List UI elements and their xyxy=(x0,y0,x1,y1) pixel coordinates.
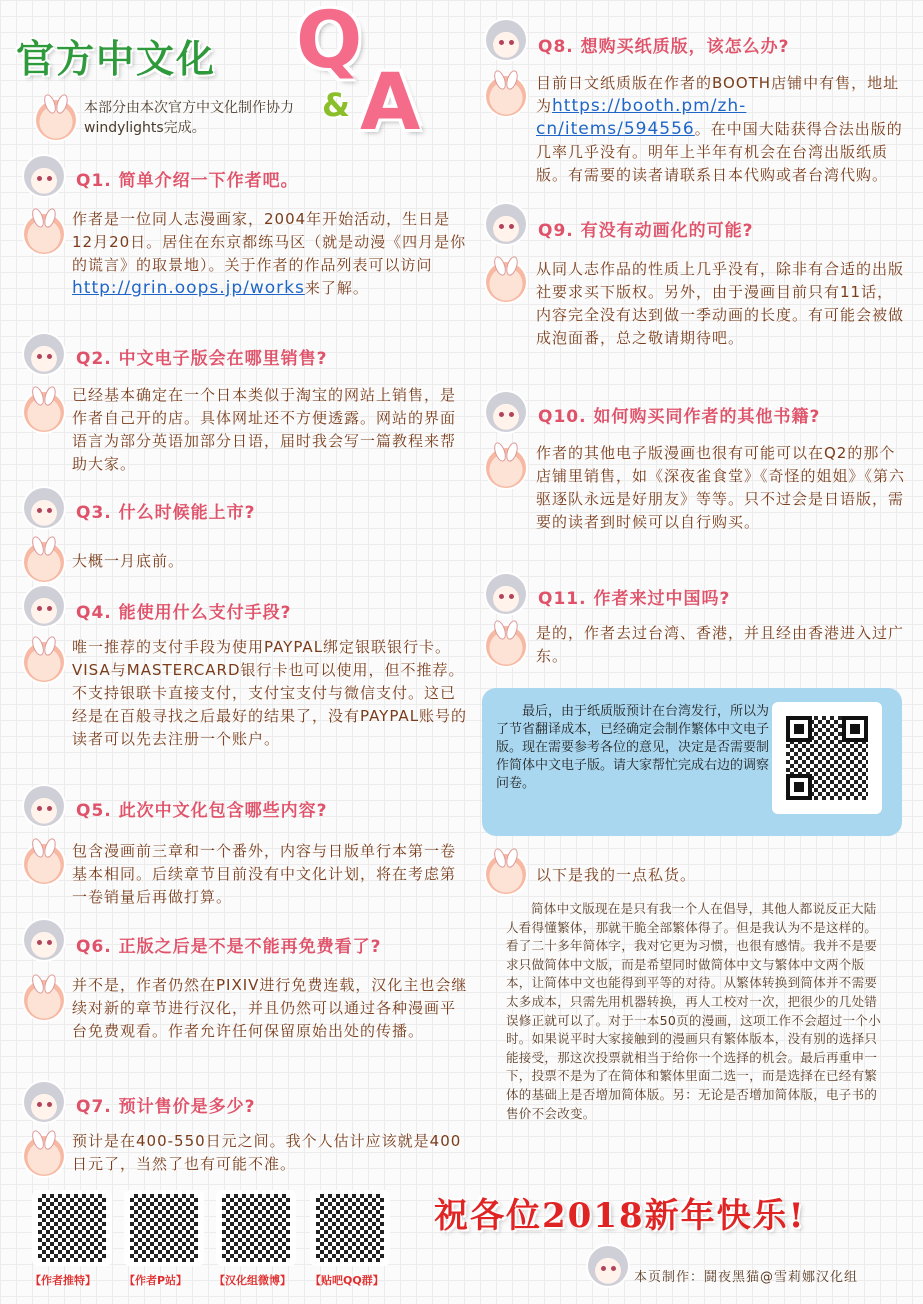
girl-avatar-icon xyxy=(588,1246,628,1286)
qa-logo-a: A xyxy=(360,58,421,148)
answer-8 xyxy=(536,72,908,187)
question-7: Q7. 预计售价是多少? xyxy=(76,1097,256,1117)
answer-9: 从同人志作品的性质上几乎没有，除非有合适的出版社要求买下版权。另外，由于漫画目前只有11话，内容完全没有达到做一季动画的长度。有可能会被做成泡面番，总之敬请期待吧。 xyxy=(536,260,905,347)
question-8: Q8. 想购买纸质版，该怎么办? xyxy=(538,37,790,57)
question-6: Q6. 正版之后是不是不能再免费看了? xyxy=(76,937,382,957)
answer-5: 包含漫画前三章和一个番外，内容与日版单行本第一卷基本相同。后续章节目前没有中文化计划，将在考虑第一卷销量后再做打算。 xyxy=(72,842,457,906)
question-9: Q9. 有没有动画化的可能? xyxy=(538,221,754,241)
question-5: Q5. 此次中文化包含哪些内容? xyxy=(76,801,328,821)
answer-3: 大概一月底前。 xyxy=(72,552,185,570)
girl-avatar-icon xyxy=(24,488,64,528)
rabbit-icon xyxy=(24,1136,64,1176)
rabbit-icon xyxy=(486,626,526,666)
answer-4: 唯一推荐的支付手段为使用PAYPAL绑定银联银行卡。VISA与MASTERCARD银行卡也可以使用，但不推荐。不支持银联卡直接支付，支付宝支付与微信支付。这已经是在百般寻找之后最好的结果了，没有PAYPAL账号的读者可以先去注册一个账户。 xyxy=(72,638,468,748)
qa-logo-ampersand: & xyxy=(322,86,350,124)
question-11: Q11. 作者来过中国吗? xyxy=(538,589,731,609)
answer-8-text: 目前日文纸质版在作者的BOOTH店铺中有售，地址为 xyxy=(536,74,900,115)
girl-avatar-icon xyxy=(486,20,526,60)
girl-avatar-icon xyxy=(24,786,64,826)
question-10: Q10. 如何购买同作者的其他书籍? xyxy=(538,407,821,427)
girl-avatar-icon xyxy=(24,920,64,960)
answer-7: 预计是在400-550日元之间。我个人估计应该就是400日元了，当然了也有可能不准。 xyxy=(72,1132,462,1173)
qr-label-twitter: 【作者推特】 xyxy=(30,1274,96,1287)
rabbit-icon xyxy=(486,448,526,488)
rabbit-icon xyxy=(24,844,64,884)
qr-label-qq: 【贴吧QQ群】 xyxy=(310,1274,384,1287)
qr-finder xyxy=(786,716,812,742)
weibo-qr-code[interactable] xyxy=(222,1194,290,1262)
answer-1-text: 作者是一位同人志漫画家，2004年开始活动，生日是12月20日。居住在东京都练马区（就是动漫《四月是你的谎言》的取景地）。关于作者的作品列表可以访问 xyxy=(72,210,467,274)
answer-10: 作者的其他电子版漫画也很有可能可以在Q2的那个店铺里销售，如《深夜雀食堂》《奇怪的姐姐》《第六驱逐队永远是好朋友》等等。只不过会是日语版，需要的读者到时候可以自行购买。 xyxy=(536,444,906,531)
question-2: Q2. 中文电子版会在哪里销售? xyxy=(76,349,328,369)
question-1: Q1. 简单介绍一下作者吧。 xyxy=(76,171,299,191)
girl-avatar-icon xyxy=(486,392,526,432)
qr-label-weibo: 【汉化组微博】 xyxy=(214,1274,291,1287)
rabbit-icon xyxy=(486,262,526,302)
girl-avatar-icon xyxy=(24,334,64,374)
qa-logo-q: Q xyxy=(296,0,363,86)
question-3: Q3. 什么时候能上市? xyxy=(76,503,256,523)
question-4: Q4. 能使用什么支付手段? xyxy=(76,603,292,623)
works-link[interactable]: http://grin.oops.jp/works xyxy=(72,278,305,298)
new-year-greeting: 祝各位2018新年快乐! xyxy=(434,1196,806,1236)
notice-text: 最后，由于纸质版预计在台湾发行，所以为了节省翻译成本，已经确定会制作繁体中文电子版。现在需要参考各位的意见，决定是否需要制作简体中文电子版。请大家帮忙完成右边的调察问卷。 xyxy=(496,704,770,791)
answer-11: 是的，作者去过台湾、香港，并且经由香港进入过广东。 xyxy=(536,624,905,665)
answer-1-tail: 来了解。 xyxy=(304,279,369,297)
answer-1 xyxy=(72,208,468,300)
girl-avatar-icon xyxy=(486,574,526,614)
rabbit-icon xyxy=(24,980,64,1020)
qr-finder xyxy=(786,774,812,800)
pixiv-qr-code[interactable] xyxy=(130,1194,198,1262)
rabbit-icon xyxy=(36,100,76,140)
rabbit-icon xyxy=(486,854,526,894)
answer-6: 并不是，作者仍然在PIXIV进行免费连载，汉化主也会继续对新的章节进行汉化，并且仍然可以通过各种漫画平台免费观看。作者允许任何保留原始出处的传播。 xyxy=(72,976,468,1040)
girl-avatar-icon xyxy=(24,156,64,196)
qq-group-qr-code[interactable] xyxy=(316,1194,384,1262)
qr-finder xyxy=(842,716,868,742)
credit-text: 本页制作：鬪夜黑猫@雪莉娜汉化组 xyxy=(634,1270,859,1285)
rabbit-icon xyxy=(24,542,64,582)
page-title: 官方中文化 xyxy=(16,37,217,81)
intro-text: 本部分由本次官方中文化制作协力windylights完成。 xyxy=(84,100,294,136)
rabbit-icon xyxy=(24,214,64,254)
rabbit-icon xyxy=(24,642,64,682)
answer-2: 已经基本确定在一个日本类似于淘宝的网站上销售，是作者自己开的店。具体网址还不方便透露。网站的界面语言为部分英语加部分日语，届时我会写一篇教程来帮助大家。 xyxy=(72,386,457,473)
qr-label-pixiv: 【作者P站】 xyxy=(124,1274,188,1287)
private-body: 简体中文版现在是只有我一个人在倡导，其他人都说反正大陆人看得懂繁体，那就干脆全部繁体得了。但是我认为不是这样的。看了二十多年简体字，我对它更为习惯，也很有感情。我并不是要求只做简体中文版，而是希望同时做简体中文与繁体中文两个版本，让简体中文也能得到平等的对待。从繁体转换到简体并不需要太多成本，只需先用机器转换，再人工校对一次，把很少的几处错误修正就可以了。对于一本50页的漫画，这项工作不会超过一个小时。如果说平时大家接触到的漫画只有繁体版本，没有别的选择只能接受，那这次投票就相当于给你一个选择的机会。最后再重申一下，投票不是为了在简体和繁体里面二选一，而是选择在已经有繁体的基础上是否增加简体版。另：无论是否增加简体版，电子书的售价不会改变。 xyxy=(506,901,881,1121)
answer-8-tail: 。在中国大陆获得合法出版的几率几乎没有。明年上半年有机会在台湾出版纸质版。有需要的读者请联系日本代购或者台湾代购。 xyxy=(536,120,903,184)
booth-link[interactable]: https://booth.pm/zh-cn/items/594556 xyxy=(536,96,747,139)
rabbit-icon xyxy=(24,392,64,432)
private-title: 以下是我的一点私货。 xyxy=(536,866,697,884)
twitter-qr-code[interactable] xyxy=(38,1194,106,1262)
rabbit-icon xyxy=(486,76,526,116)
girl-avatar-icon xyxy=(24,586,64,626)
girl-avatar-icon xyxy=(24,1082,64,1122)
girl-avatar-icon xyxy=(486,204,526,244)
